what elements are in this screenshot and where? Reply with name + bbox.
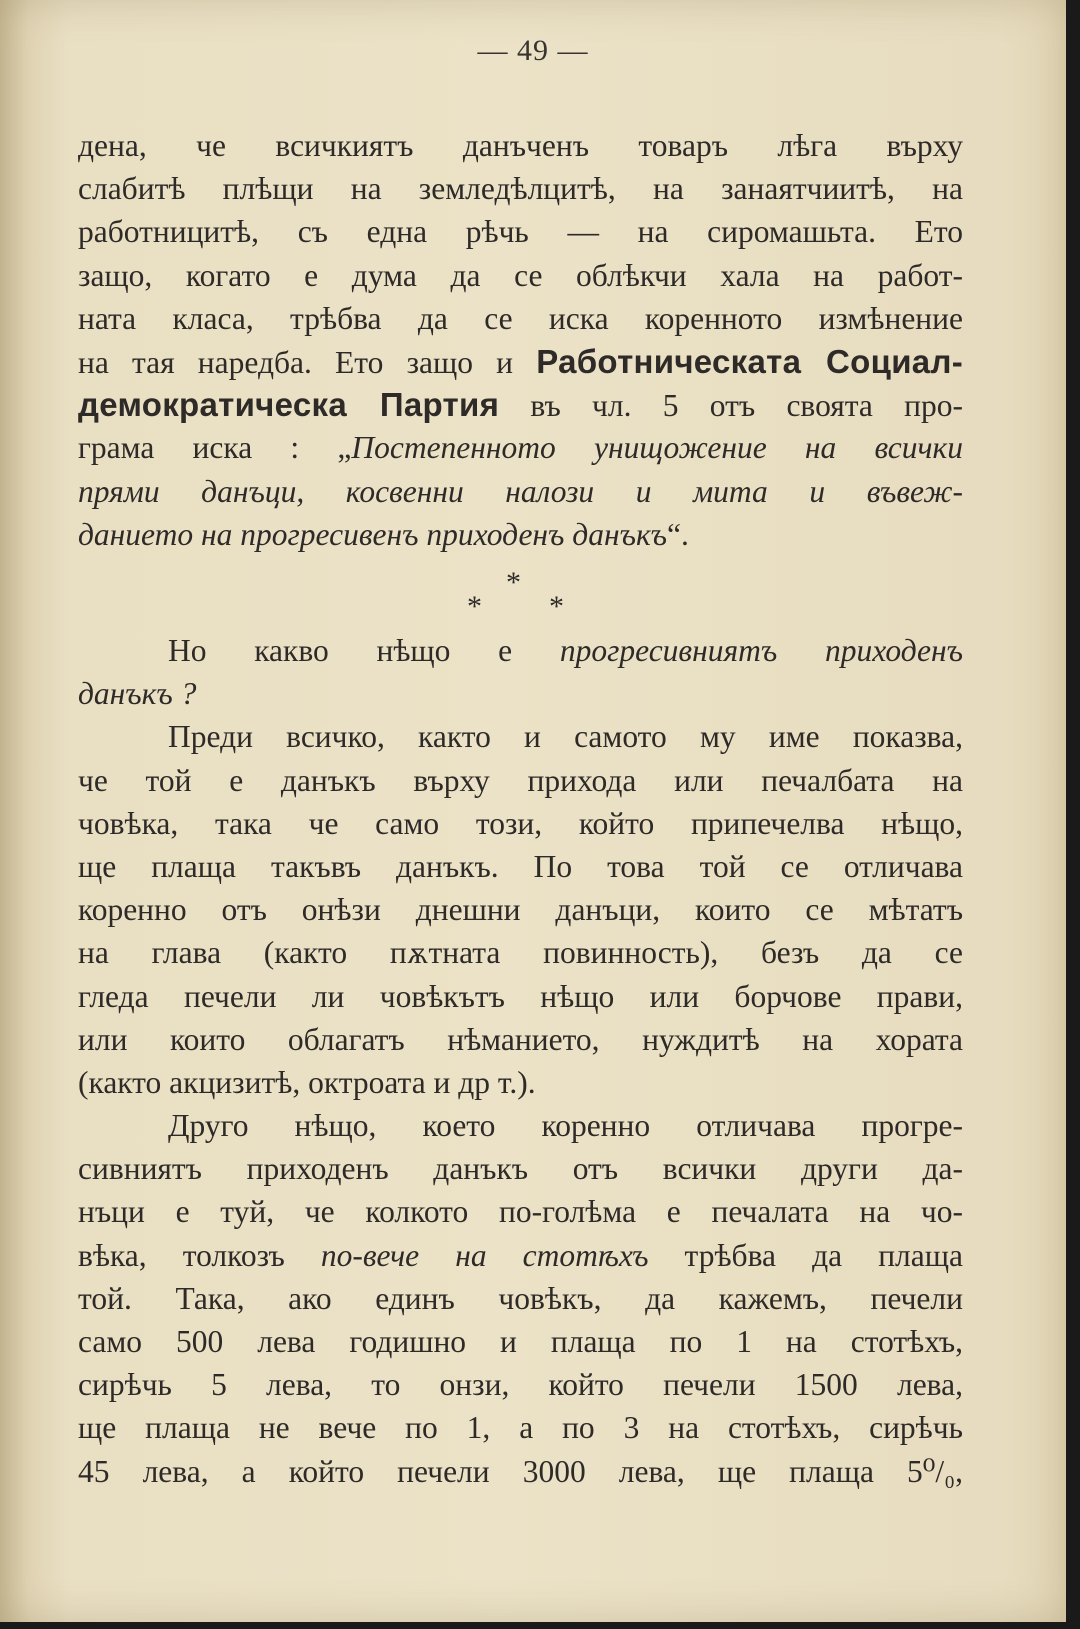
- text-run: че той е данъкъ върху прихода или печалбата на: [78, 762, 963, 798]
- text-line: [78, 1363, 963, 1406]
- text-run: само 500 лева годишно и плаща по 1 на стотѣхъ,: [78, 1324, 963, 1359]
- page-number: — 49 —: [477, 34, 589, 67]
- text-line: [78, 672, 963, 715]
- text-line: [78, 759, 963, 802]
- text-run: (както акцизитѣ, октроата и др т.).: [78, 1064, 536, 1100]
- text-run: Преди всичко, както и самото му име показва,: [168, 719, 963, 755]
- text-run: ната класа, трѣбва да се иска коренното измѣнение: [78, 300, 963, 336]
- separator-asterisk-left: *: [467, 590, 482, 623]
- text-run: слабитѣ плѣщи на земледѣлцитѣ, на занаятчиитѣ, на: [78, 171, 963, 207]
- section-separator: [0, 566, 1066, 626]
- text-line: [78, 1277, 963, 1320]
- text-line: [78, 470, 963, 513]
- text-line: [78, 931, 963, 974]
- text-run: човѣка, така че само този, който припечелва нѣщо,: [78, 805, 963, 841]
- text-run: на тая наредба. Ето защо и: [78, 344, 537, 380]
- text-line: [78, 1406, 963, 1449]
- text-run: 45 лева, а който печели 3000 лева, ще плаща 5⁰/₀,: [78, 1453, 963, 1489]
- text-line: [78, 715, 963, 758]
- text-line: [78, 124, 963, 167]
- text-run: гледа печели ли човѣкътъ нѣщо или борчове прави,: [78, 978, 963, 1014]
- text-run: Но какво нѣщо е: [168, 633, 560, 668]
- separator-asterisk-right: *: [549, 590, 564, 623]
- text-run: коренно отъ онѣзи днешни данъци, които се мѣтатъ: [78, 892, 963, 928]
- italic-text: данието на прогресивенъ приходенъ данъкъ: [78, 516, 668, 552]
- text-line: [78, 1147, 963, 1190]
- text-line: [78, 888, 963, 931]
- italic-text: данъкъ ?: [78, 676, 197, 712]
- text-run: грама иска : „: [78, 430, 352, 466]
- text-line: [78, 210, 963, 253]
- bold-text: демократическа Партия: [78, 386, 500, 424]
- text-line: [78, 1190, 963, 1233]
- text-run: вѣка, толкозъ: [78, 1237, 321, 1273]
- separator-asterisk-top: *: [506, 566, 521, 599]
- text-run: сирѣчь 5 лева, то онзи, който печели 1500 лева,: [78, 1367, 963, 1403]
- text-line: [78, 167, 963, 210]
- text-run: сивниятъ приходенъ данъкъ отъ всички други да-: [78, 1151, 963, 1187]
- paragraph-1: [78, 124, 963, 556]
- italic-text: прями данъци, косвенни налози и мита и въвеж-: [78, 473, 963, 509]
- text-run: ще плаща такъвъ данъкъ. По това той се отличава: [78, 848, 963, 884]
- text-run: Друго нѣщо, което коренно отличава прогре-: [168, 1108, 963, 1144]
- text-line: [78, 254, 963, 297]
- text-line: [78, 1234, 963, 1277]
- text-line: [78, 383, 963, 426]
- text-run: дена, че всичкиятъ данъченъ товаръ лѣга върху: [78, 128, 963, 163]
- text-line: [78, 629, 963, 672]
- text-line: [78, 1061, 963, 1104]
- text-line: [78, 1320, 963, 1363]
- italic-text: по-вече на стотѣхъ: [320, 1237, 649, 1273]
- text-run: той. Така, ако единъ човѣкъ, да кажемъ, печели: [78, 1280, 963, 1316]
- text-line: [78, 426, 963, 469]
- text-line: [78, 1450, 963, 1493]
- text-run: “.: [667, 516, 689, 552]
- text-run: трѣбва да плаща: [648, 1237, 963, 1273]
- text-line: [78, 297, 963, 340]
- text-run: на глава (както пѫтната повинность), безъ да се: [78, 935, 963, 971]
- text-run: или които облагатъ нѣманието, нуждитѣ на хората: [78, 1021, 963, 1057]
- text-line: [78, 513, 963, 556]
- text-run: нъци е туй, че колкото по-голѣма е печалата на чо-: [78, 1194, 963, 1230]
- text-line: [78, 340, 963, 383]
- text-run: работницитѣ, съ една рѣчь — на сиромашьта. Ето: [78, 214, 963, 250]
- text-line: [78, 802, 963, 845]
- text-run: ще плаща не вече по 1, а по 3 на стотѣхъ, сирѣчь: [78, 1410, 963, 1446]
- text-line: [78, 845, 963, 888]
- text-line: [78, 1104, 963, 1147]
- text-run: въ чл. 5 отъ своята про-: [499, 388, 963, 424]
- italic-text: прогресивниятъ приходенъ: [559, 633, 963, 668]
- italic-text: Постепенното унищожение на всички: [351, 430, 963, 466]
- text-run: защо, когато е дума да се облѣкчи хала на работ-: [78, 257, 963, 293]
- paragraph-2: [78, 629, 963, 1493]
- text-line: [78, 975, 963, 1018]
- text-line: [78, 1018, 963, 1061]
- bold-text: Работническата Социал-: [536, 342, 963, 380]
